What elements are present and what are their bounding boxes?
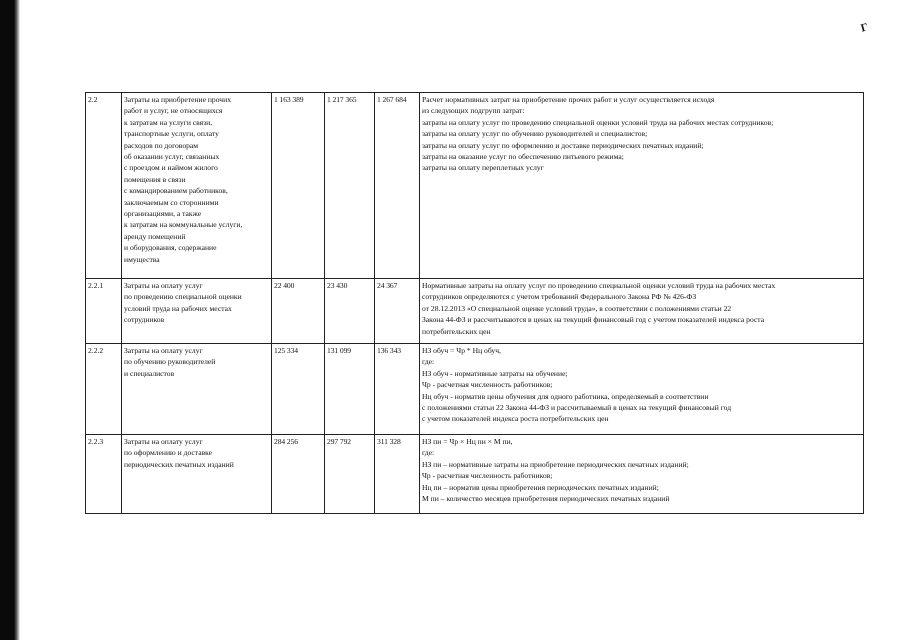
expense-name (122, 279, 272, 344)
corner-mark: Γ (859, 21, 870, 35)
expense-name-line: Затраты на оплату услуг (124, 281, 203, 290)
expense-name-line: Затраты на оплату услуг (124, 346, 203, 355)
description-line: затраты на оплату услуг по обучению руководителей и специалистов; (422, 129, 648, 139)
description-line: Нц пи – норматив цены приобретения периодических печатных изданий; (422, 482, 659, 492)
table-row (86, 279, 864, 344)
expense-name-line: Затраты на приобретение прочих (124, 95, 231, 104)
description-line: с положениями статьи 22 Закона 44-ФЗ и рассчитываемый в ценах на текущий финансовый год (422, 403, 732, 413)
description-line: где: (422, 448, 435, 458)
expense-name-line: сотрудников (124, 315, 165, 325)
expense-table (85, 92, 864, 514)
expense-name-line: помещения в связи (124, 174, 186, 184)
expense-name-line: периодических печатных изданий (124, 459, 234, 469)
row-number: 2.2.3 (86, 435, 122, 514)
expense-name-line: и специалистов (124, 368, 175, 378)
amount-year-3: 24 367 (375, 279, 420, 344)
description-line: затраты на оплату услуг по оформлению и доставке периодических печатных изданий; (422, 140, 704, 150)
description-line: потребительских цен (422, 326, 491, 336)
amount-year-1: 1 163 389 (272, 93, 325, 279)
description-line: затраты на оплату услуг по проведению специальной оценки условий труда на рабочих местах сотрудников; (422, 117, 774, 127)
amount-year-3: 311 328 (375, 435, 420, 514)
calculation-description (420, 435, 864, 514)
row-number: 2.2.1 (86, 279, 122, 344)
expense-name-line: условий труда на рабочих местах (124, 303, 232, 313)
description-line: с учетом показателей индекса роста потребительских цен (422, 414, 609, 424)
table-row (86, 344, 864, 435)
description-line: НЗ обуч - нормативные затраты на обучение; (422, 368, 568, 378)
expense-name-line: имущества (124, 254, 160, 264)
calculation-description (420, 344, 864, 435)
expense-name-line: с командированием работников, (124, 186, 228, 196)
expense-name (122, 93, 272, 279)
description-line: от 28.12.2013 «О специальной оценке условий труда», в соответствии с положениями статьи 22 (422, 303, 732, 313)
expense-name-line: по проведению специальной оценки (124, 292, 242, 302)
expense-name-line: аренду помещений (124, 231, 186, 241)
description-line: затраты на оплату переплетных услуг (422, 163, 544, 173)
table-row (86, 435, 864, 514)
description-line: Нц обуч - норматив цены обучения для одного работника, определяемый в соответствии (422, 391, 709, 401)
description-line: М пи – количество месяцев приобретения периодических печатных изданий (422, 494, 670, 504)
expense-name-line: организациями, а также (124, 209, 202, 219)
expense-name-line: с проездом и наймом жилого (124, 163, 218, 173)
expense-name-line: Затраты на оплату услуг (124, 437, 203, 446)
description-line: Чр - расчетная численность работников; (422, 471, 553, 481)
expense-name-line: расходов по договорам (124, 140, 199, 150)
expense-name-line: работ и услуг, не относящихся (124, 106, 223, 116)
amount-year-3: 136 343 (375, 344, 420, 435)
description-line: НЗ пи = Чр × Нц пи × М пи, (422, 437, 513, 446)
description-line: Нормативные затраты на оплату услуг по проведению специальной оценки условий труда на рабочих местах (422, 281, 776, 290)
expense-name (122, 435, 272, 514)
amount-year-2: 297 792 (325, 435, 375, 514)
description-line: НЗ обуч = Чр * Нц обуч, (422, 346, 501, 355)
expense-name-line: и оборудования, содержание (124, 243, 217, 253)
amount-year-1: 125 334 (272, 344, 325, 435)
expense-name-line: по обучению руководителей (124, 357, 216, 367)
row-number: 2.2.2 (86, 344, 122, 435)
calculation-description (420, 93, 864, 279)
amount-year-2: 1 217 365 (325, 93, 375, 279)
expense-name (122, 344, 272, 435)
expense-name-line: заключаемым со сторонними (124, 197, 219, 207)
amount-year-3: 1 267 684 (375, 93, 420, 279)
description-line: где: (422, 357, 435, 367)
expense-name-line: об оказании услуг, связанных (124, 152, 220, 162)
description-line: из следующих подгрупп затрат: (422, 106, 525, 116)
expense-name-line: к затратам на коммунальные услуги, (124, 220, 243, 230)
amount-year-2: 131 099 (325, 344, 375, 435)
amount-year-2: 23 430 (325, 279, 375, 344)
description-line: Чр - расчетная численность работников; (422, 380, 553, 390)
description-line: Расчет нормативных затрат на приобретение прочих работ и услуг осуществляется исходя (422, 95, 715, 104)
table-row (86, 93, 864, 279)
description-line: Закона 44-ФЗ и рассчитываются в ценах на текущий финансовый год с учетом показателей индекса роста (422, 315, 765, 325)
amount-year-1: 284 256 (272, 435, 325, 514)
description-line: сотрудников определяются с учетом требований Федерального Закона РФ № 426-ФЗ (422, 292, 697, 302)
description-line: затраты на оказание услуг по обеспечению питьевого режима; (422, 152, 624, 162)
amount-year-1: 22 400 (272, 279, 325, 344)
expense-name-line: к затратам на услуги связи, (124, 117, 213, 127)
calculation-description (420, 279, 864, 344)
row-number: 2.2 (86, 93, 122, 279)
expense-name-line: по оформлению и доставке (124, 448, 213, 458)
expense-name-line: транспортные услуги, оплату (124, 129, 219, 139)
description-line: НЗ пи – нормативные затраты на приобретение периодических печатных изданий; (422, 459, 689, 469)
scan-left-edge (0, 0, 20, 640)
